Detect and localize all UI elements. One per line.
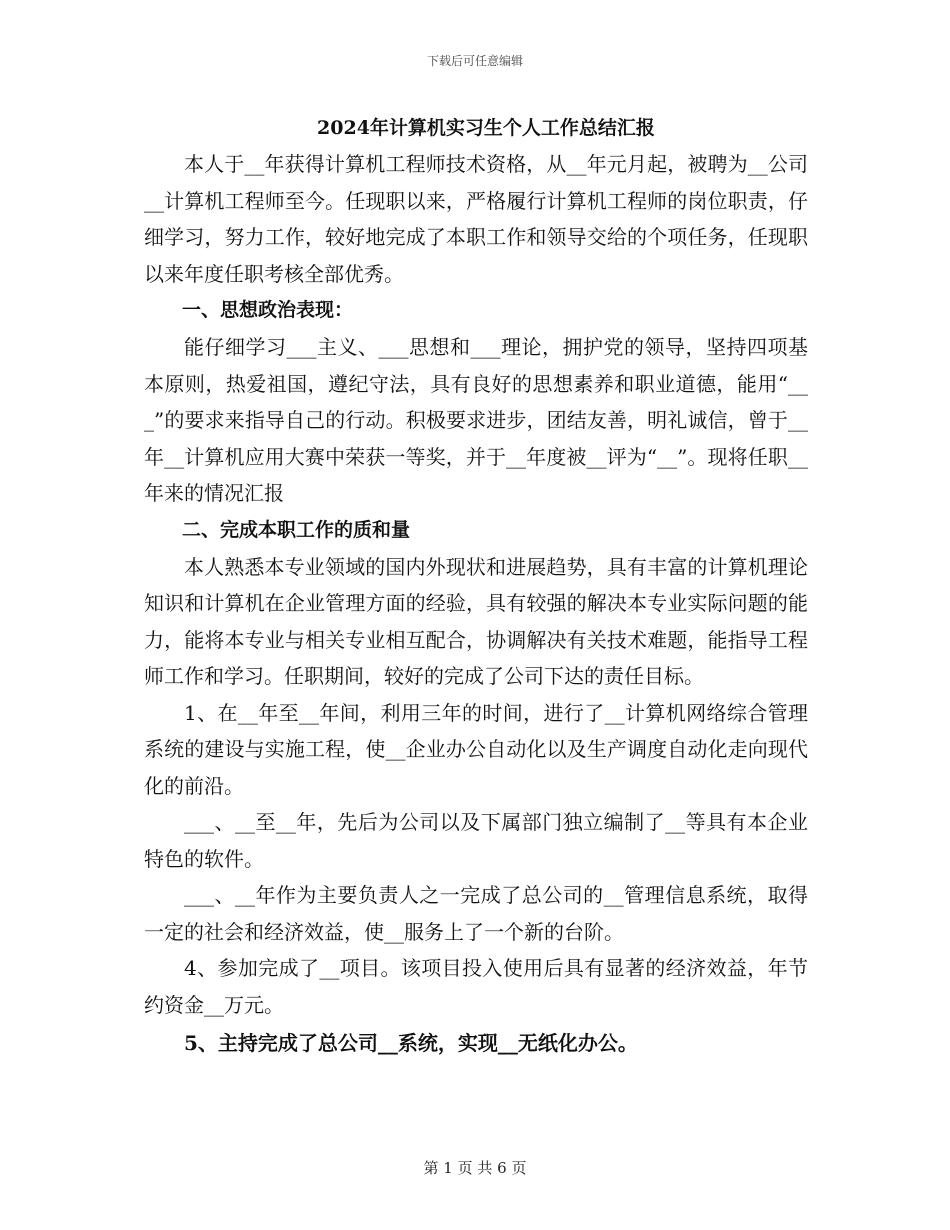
header-note: 下载后可任意编辑 bbox=[426, 54, 523, 68]
list-item-3: ___、__年作为主要负责人之一完成了总公司的__管理信息系统，取得一定的社会和经济效益，使__服务上了一个新的台阶。 bbox=[144, 883, 808, 944]
list-item-4: 4、参加完成了__项目。该项目投入使用后具有显著的经济效益，年节约资金__万元。 bbox=[144, 956, 808, 1017]
political-paragraph: 能仔细学习___主义、___思想和___理论，拥护党的领导，坚持四项基本原则，热爱祖国，遵纪守法，具有良好的思想素养和职业道德，能用“___”的要求来指导自己的行动。积极要求进步，团结友善，明礼诚信，曾于__年__计算机应用大赛中荣获一等奖，并于__年度被__评为“__”。现将任职__年来的情况汇报 bbox=[144, 335, 808, 505]
list-item-5: 5、主持完成了总公司__系统，实现__无纸化办公。 bbox=[184, 1031, 638, 1055]
intro-paragraph: 本人于__年获得计算机工程师技术资格，从__年元月起，被聘为__公司__计算机工程师至今。任现职以来，严格履行计算机工程师的岗位职责，仔细学习，努力工作，较好地完成了本职工作和领导交给的个项任务，任现职以来年度任职考核全部优秀。 bbox=[144, 152, 808, 286]
list-item-1: 1、在__年至__年间，利用三年的时间，进行了__计算机网络综合管理系统的建设与实施工程，使__企业办公自动化以及生产调度自动化走向现代化的前沿。 bbox=[144, 700, 808, 798]
list-item-2: ___、__至__年，先后为公司以及下属部门独立编制了__等具有本企业特色的软件。 bbox=[144, 810, 808, 871]
page-number: 第 1 页 共 6 页 bbox=[423, 1159, 527, 1177]
document-title: 2024年计算机实习生个人工作总结汇报 bbox=[317, 117, 655, 139]
section-heading-political: 一、思想政治表现： bbox=[182, 299, 354, 321]
document-body bbox=[144, 110, 808, 1063]
work-paragraph: 本人熟悉本专业领域的国内外现状和进展趋势，具有丰富的计算机理论知识和计算机在企业管理方面的经验，具有较强的解决本专业实际问题的能力，能将本专业与相关专业相互配合，协调解决有关技术难题，能指导工程师工作和学习。任职期间，较好的完成了公司下达的责任目标。 bbox=[144, 554, 808, 688]
section-heading-work: 二、完成本职工作的质和量 bbox=[182, 518, 411, 541]
